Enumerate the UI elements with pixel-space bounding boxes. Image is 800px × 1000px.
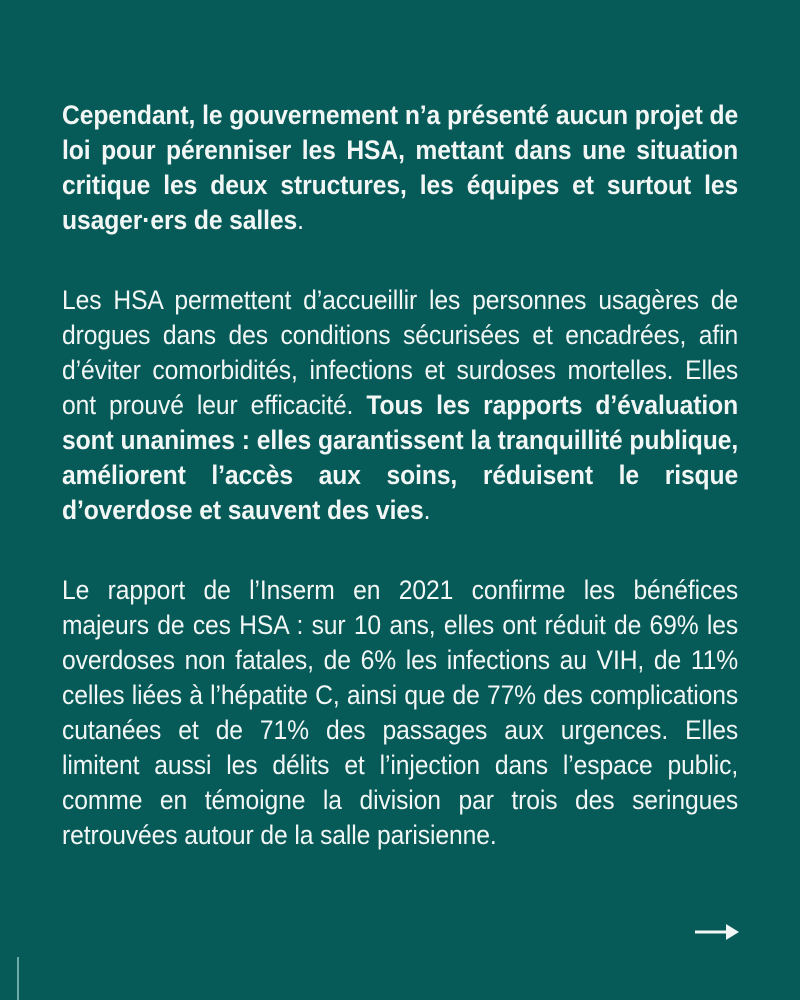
paragraph-2-regular-text: Les HSA permettent d’accueillir les personnes usagères de drogues dans des conditions sécurisées et encadrées, afin d’éviter comorbidités, infections et surdoses mortelles. Elles ont prouvé leur efficacité. bbox=[62, 285, 739, 420]
bottom-left-edge-tick bbox=[17, 957, 19, 1000]
paragraph-1-trailing-text: . bbox=[297, 205, 304, 235]
paragraph-1 bbox=[62, 98, 738, 238]
next-slide-arrow-icon[interactable] bbox=[694, 921, 740, 943]
paragraph-3 bbox=[62, 573, 738, 853]
paragraph-2-bold-text: Tous les rapports d’évaluation sont unanimes : elles garantissent la tranquillité publique, améliorent l’accès aux soins, réduisent le risque d’overdose et sauvent des vies bbox=[62, 390, 739, 525]
paragraph-1-bold-text: Cependant, le gouvernement n’a présenté aucun projet de loi pour pérenniser les HSA, mettant dans une situation critique les deux structures, les équipes et surtout les usager·ers de salles bbox=[62, 100, 739, 235]
paragraph-2-trailing-text: . bbox=[423, 495, 431, 525]
paragraph-3-regular-text: Le rapport de l’Inserm en 2021 confirme les bénéfices majeurs de ces HSA : sur 10 ans, elles ont réduit de 69% les overdoses non fatales, de 6% les infections au VIH, de 11% celles liées à l’hépatite C, ainsi que de 77% des complications cutanées et de 71% des passages aux urgences. Elles limitent aussi les délits et l’injection dans l’espace public, comme en témoigne la division par trois des seringues retrouvées autour de la salle parisienne. bbox=[62, 575, 739, 850]
paragraph-2 bbox=[62, 283, 738, 528]
text-content bbox=[62, 98, 738, 853]
